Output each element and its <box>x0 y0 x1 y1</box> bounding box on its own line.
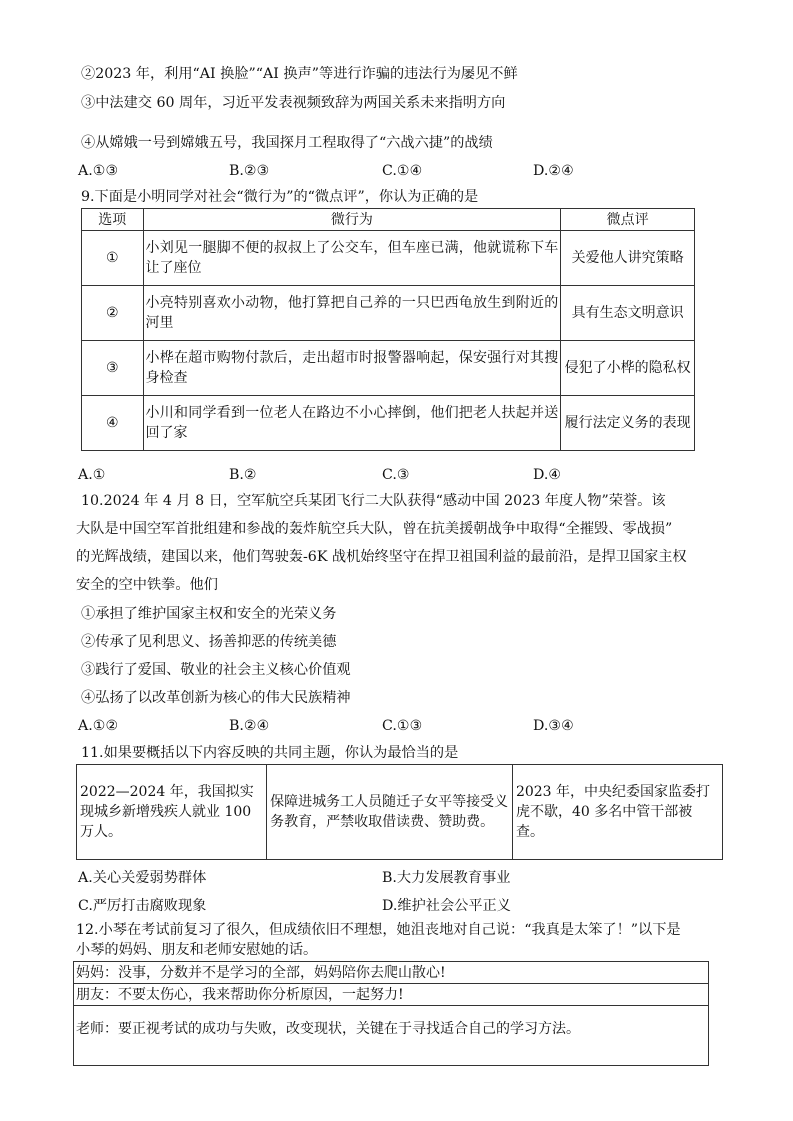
q10-option-c: C.①③ <box>382 718 423 734</box>
q8-item-2: ②2023 年，利用“AI 换脸”“AI 换声”等进行诈骗的违法行为屡见不鲜 <box>81 66 518 82</box>
q10-stem-line-1: 10.2024 年 4 月 8 日，空军航空兵某团飞行二大队获得“感动中国 2023 年度人物”荣誉。该 <box>81 493 666 509</box>
q9-row-num: ① <box>82 231 144 286</box>
q11-table <box>76 764 723 860</box>
q9-option-c: C.③ <box>382 467 410 483</box>
q10-item-2: ②传承了见利思义、扬善抑恶的传统美德 <box>81 634 337 650</box>
q9-row-action: 小川和同学看到一位老人在路边不小心摔倒，他们把老人扶起并送回了家 <box>143 396 561 451</box>
q10-item-4: ④弘扬了以改革创新为核心的伟大民族精神 <box>81 690 351 706</box>
q10-option-a: A.①② <box>78 718 119 734</box>
q8-item-3: ③中法建交 60 周年，习近平发表视频致辞为两国关系未来指明方向 <box>81 95 506 111</box>
q11-option-b: B.大力发展教育事业 <box>382 870 511 886</box>
table-row <box>74 1006 709 1066</box>
q11-stem: 11.如果要概括以下内容反映的共同主题，你认为最恰当的是 <box>81 745 459 761</box>
q10-option-d: D.③④ <box>533 718 574 734</box>
q10-option-b: B.②④ <box>229 718 270 734</box>
q11-option-c: C.严厉打击腐败现象 <box>78 898 207 914</box>
table-row <box>82 341 695 396</box>
q9-row-num: ② <box>82 286 144 341</box>
q9-row-num: ④ <box>82 396 144 451</box>
q12-table <box>73 961 709 1066</box>
q11-cell-3: 2023 年，中央纪委国家监委打虎不歇，40 多名中管干部被查。 <box>512 765 722 860</box>
table-row <box>82 286 695 341</box>
q12-row-teacher: 老师：要正视考试的成功与失败，改变现状，关键在于寻找适合自己的学习方法。 <box>74 1006 709 1066</box>
q8-option-a: A.①③ <box>78 163 119 179</box>
q8-item-4: ④从嫦娥一号到嫦娥五号，我国探月工程取得了“六战六捷”的战绩 <box>81 135 493 151</box>
q9-row-action: 小刘见一腿脚不便的叔叔上了公交车，但车座已满，他就谎称下车让了座位 <box>143 231 561 286</box>
q9-table <box>81 208 695 451</box>
q9-option-a: A.① <box>78 467 106 483</box>
q10-stem-line-4: 安全的空中铁拳。他们 <box>76 577 218 593</box>
q12-row-friend: 朋友：不要太伤心，我来帮助你分析原因，一起努力! <box>74 984 709 1006</box>
q11-cell-1: 2022—2024 年，我国拟实现城乡新增残疾人就业 100 万人。 <box>77 765 267 860</box>
q8-option-c: C.①④ <box>382 163 423 179</box>
q9-row-action: 小桦在超市购物付款后，走出超市时报警器响起，保安强行对其搜身检查 <box>143 341 561 396</box>
table-row <box>74 984 709 1006</box>
q12-row-mom: 妈妈：没事，分数并不是学习的全部，妈妈陪你去爬山散心! <box>74 962 709 984</box>
table-row <box>74 962 709 984</box>
q11-cell-2: 保障进城务工人员随迁子女平等接受义务教育，严禁收取借读费、赞助费。 <box>267 765 513 860</box>
q10-item-1: ①承担了维护国家主权和安全的光荣义务 <box>81 606 337 622</box>
q9-row-comment: 履行法定义务的表现 <box>561 396 695 451</box>
q12-stem-line-1: 12.小琴在考试前复习了很久，但成绩依旧不理想，她沮丧地对自己说：“我真是太笨了！”以下是 <box>76 922 681 938</box>
q8-option-d: D.②④ <box>533 163 574 179</box>
q9-row-action: 小亮特别喜欢小动物，他打算把自己养的一只巴西龟放生到附近的河里 <box>143 286 561 341</box>
q10-stem-line-2: 大队是中国空军首批组建和参战的轰炸航空兵大队，曾在抗美援朝战争中取得“全摧毁、零战损” <box>76 521 673 537</box>
q9-row-comment: 侵犯了小桦的隐私权 <box>561 341 695 396</box>
q9-header-action: 微行为 <box>143 209 561 231</box>
q10-stem-line-3: 的光辉战绩，建国以来，他们驾驶轰-6K 战机始终坚守在捍卫祖国利益的最前沿，是捍卫国家主权 <box>76 549 687 565</box>
q9-row-comment: 关爱他人讲究策略 <box>561 231 695 286</box>
table-row <box>82 396 695 451</box>
q9-option-d: D.④ <box>533 467 562 483</box>
q9-stem: 9.下面是小明同学对社会“微行为”的“微点评”，你认为正确的是 <box>81 189 479 205</box>
q11-option-a: A.关心关爱弱势群体 <box>78 870 207 886</box>
q9-header-comment: 微点评 <box>561 209 695 231</box>
q12-stem-line-2: 小琴的妈妈、朋友和老师安慰她的话。 <box>76 942 318 958</box>
q9-row-num: ③ <box>82 341 144 396</box>
q9-option-b: B.② <box>229 467 257 483</box>
table-row <box>82 231 695 286</box>
q11-option-d: D.维护社会公平正义 <box>382 898 511 914</box>
q8-option-b: B.②③ <box>229 163 270 179</box>
q10-item-3: ③践行了爱国、敬业的社会主义核心价值观 <box>81 662 351 678</box>
q9-header-option: 选项 <box>82 209 144 231</box>
q9-row-comment: 具有生态文明意识 <box>561 286 695 341</box>
